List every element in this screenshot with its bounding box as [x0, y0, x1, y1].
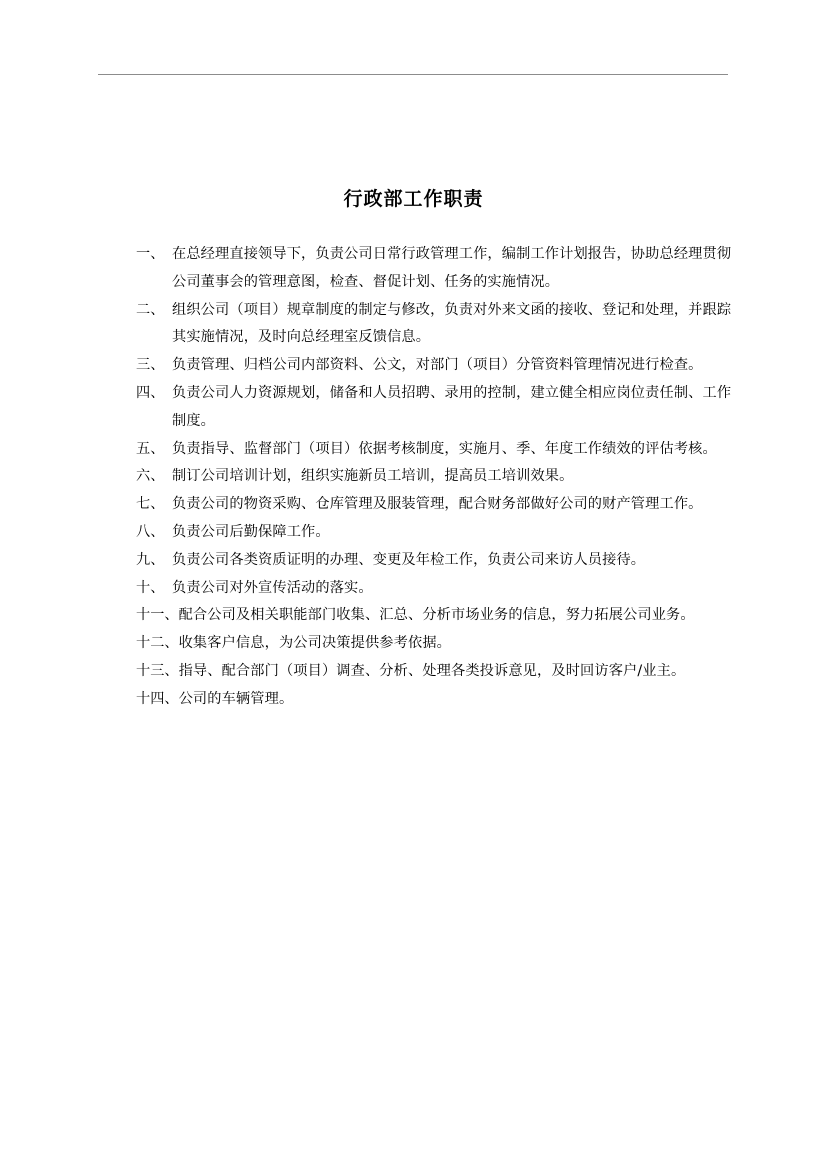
duty-text: 公司的车辆管理。 — [178, 690, 294, 707]
duty-item — [136, 547, 732, 575]
duty-item — [136, 297, 732, 353]
duty-item — [136, 630, 732, 658]
duty-text: 收集客户信息，为公司决策提供参考依据。 — [178, 635, 451, 652]
duty-number: 四、 — [136, 384, 165, 401]
duty-number: 十、 — [136, 579, 165, 596]
duty-text: 负责公司对外宣传活动的落实。 — [172, 579, 373, 596]
duty-item — [136, 463, 732, 491]
duty-number: 六、 — [136, 468, 165, 485]
duty-number: 十一、 — [136, 607, 179, 624]
duty-item — [136, 575, 732, 603]
duty-item — [136, 352, 732, 380]
duty-number: 九、 — [136, 551, 165, 568]
duty-text: 负责公司的物资采购、仓库管理及服装管理，配合财务部做好公司的财产管理工作。 — [172, 496, 703, 513]
duty-text: 负责公司各类资质证明的办理、变更及年检工作，负责公司来访人员接待。 — [172, 551, 646, 568]
duty-text: 负责指导、监督部门（项目）依据考核制度，实施月、季、年度工作绩效的评估考核。 — [172, 440, 717, 457]
duty-item — [136, 658, 732, 686]
duty-text: 组织公司（项目）规章制度的制定与修改，负责对外来文函的接收、登记和处理，并跟踪其实施情况，及时向总经理室反馈信息。 — [172, 301, 732, 346]
duty-item — [136, 491, 732, 519]
duty-number: 八、 — [136, 523, 165, 540]
duty-text: 制订公司培训计划，组织实施新员工培训，提高员工培训效果。 — [172, 468, 574, 485]
duty-item — [136, 686, 732, 714]
duty-item — [136, 380, 732, 436]
duty-text: 负责公司人力资源规划，储备和人员招聘、录用的控制，建立健全相应岗位责任制、工作制度。 — [172, 384, 732, 429]
duty-number: 二、 — [136, 301, 165, 318]
header-rule — [98, 74, 728, 75]
duty-number: 七、 — [136, 496, 165, 513]
duty-text: 负责管理、归档公司内部资料、公文，对部门（项目）分管资料管理情况进行检查。 — [172, 357, 703, 374]
document-title: 行政部工作职责 — [343, 188, 484, 210]
duty-item — [136, 602, 732, 630]
duty-list — [136, 241, 732, 714]
duty-item — [136, 519, 732, 547]
duty-text: 指导、配合部门（项目）调查、分析、处理各类投诉意见，及时回访客户/业主。 — [178, 662, 686, 679]
duty-number: 十二、 — [136, 635, 179, 652]
duty-number: 三、 — [136, 357, 165, 374]
duty-text: 在总经理直接领导下，负责公司日常行政管理工作，编制工作计划报告，协助总经理贯彻公司董事会的管理意图，检查、督促计划、任务的实施情况。 — [172, 246, 732, 290]
duty-item — [136, 436, 732, 464]
duty-number: 五、 — [136, 440, 165, 457]
duty-number: 十四、 — [136, 690, 179, 707]
duty-text: 负责公司后勤保障工作。 — [172, 523, 330, 540]
duty-number: 十三、 — [136, 662, 179, 679]
duty-item — [136, 241, 732, 297]
duty-number: 一、 — [136, 246, 165, 262]
duty-text: 配合公司及相关职能部门收集、汇总、分析市场业务的信息，努力拓展公司业务。 — [178, 607, 695, 624]
